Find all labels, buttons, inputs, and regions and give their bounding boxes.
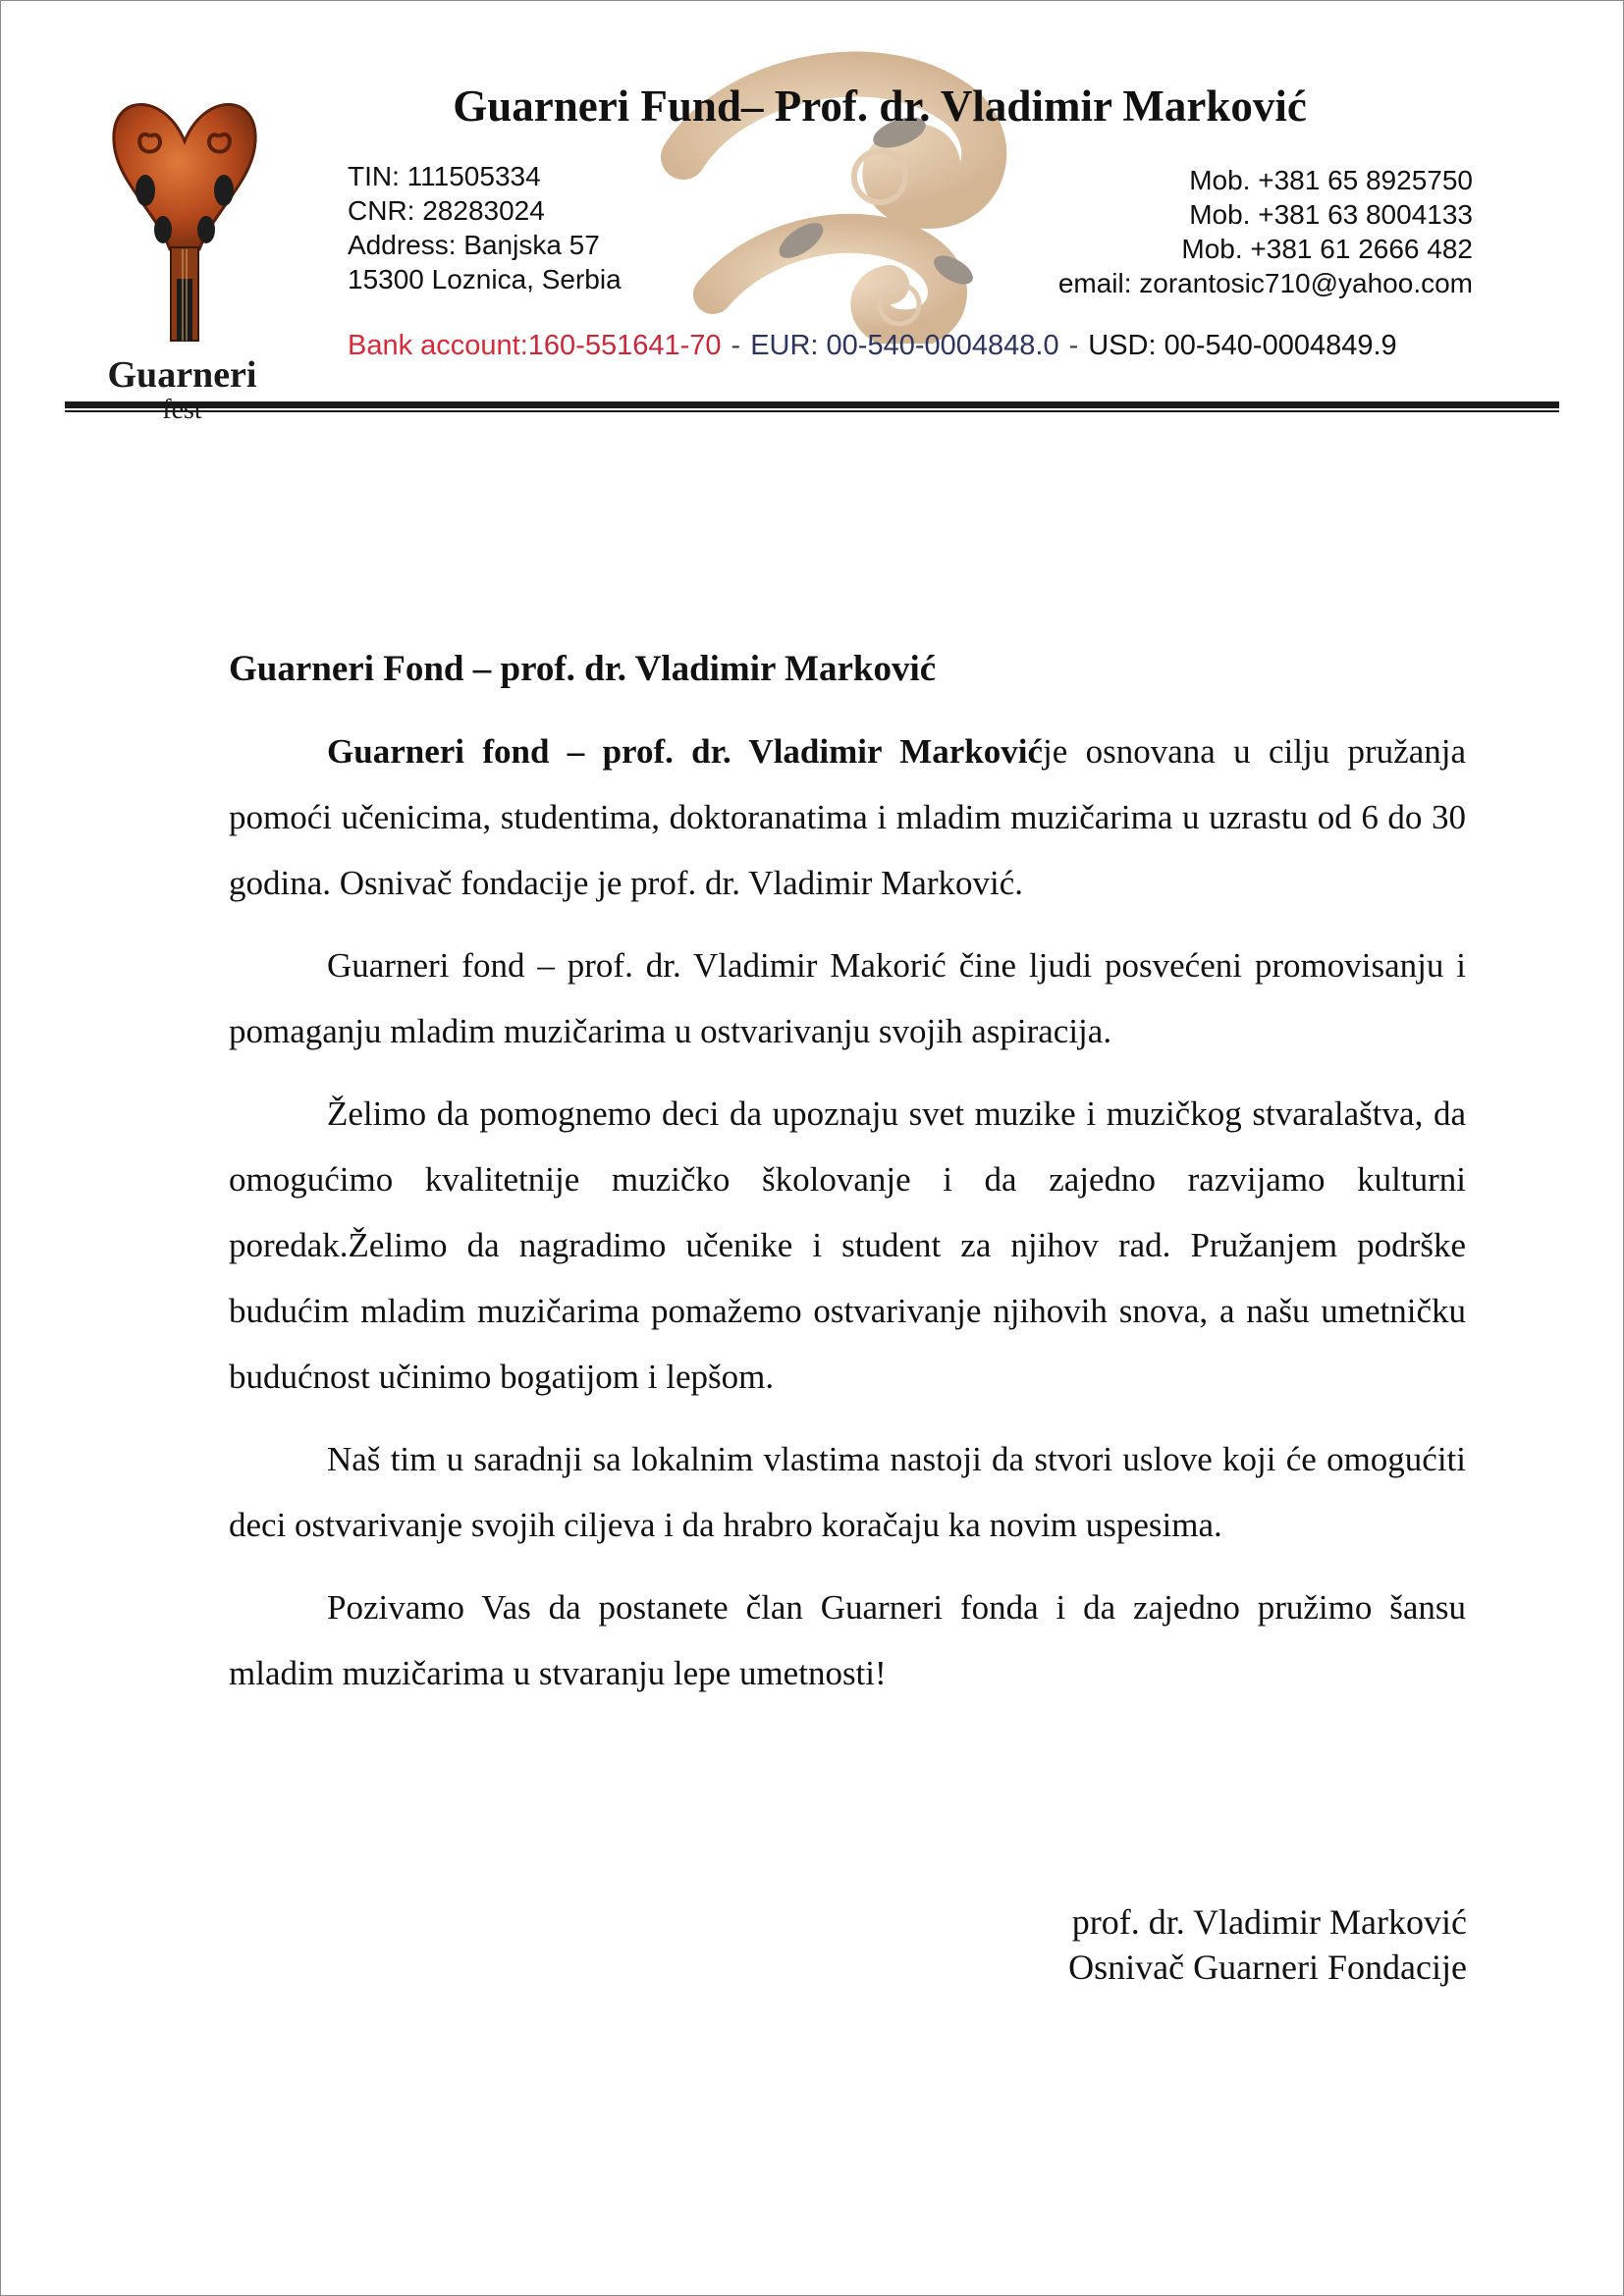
cnr-number: CNR: 28283024 bbox=[348, 195, 545, 226]
paragraph-2: Guarneri fond – prof. dr. Vladimir Makorić čine ljudi posvećeni promovisanju i pomaganju mladim muzičarima u ostvarivanju svojih aspiracija. bbox=[229, 946, 1466, 1050]
mobile-phone-2: Mob. +381 63 8004133 bbox=[1189, 199, 1473, 230]
guarneri-fest-logo bbox=[96, 82, 268, 426]
logo-wordmark: Guarneri bbox=[107, 354, 257, 396]
paragraph-3: Želimo da pomognemo deci da upoznaju svet muzike i muzičkog stvaralaštva, da omogućimo kvalitetnije muzičko školovanje i da zajedno razvijamo kulturni poredak.Želimo da nagradimo učenike i student za njihov rad. Pružanjem podrške budućim mladim muzičarima pomažemo ostvarivanje njihovih snova, a našu umetničku budućnost učinimo bogatijom i lepšom. bbox=[229, 1095, 1466, 1396]
email-address: email: zorantosic710@yahoo.com bbox=[1057, 268, 1473, 298]
tin-number: TIN: 111505334 bbox=[348, 161, 541, 191]
letter-body bbox=[229, 648, 1466, 1723]
letterhead bbox=[65, 39, 1557, 412]
contact-details bbox=[1058, 163, 1473, 300]
letterhead-divider-thick bbox=[65, 401, 1559, 408]
bank-separator: - bbox=[1068, 330, 1079, 361]
mobile-phone-3: Mob. +381 61 2666 482 bbox=[1181, 234, 1473, 264]
bank-account-label: Bank account: bbox=[348, 330, 528, 361]
letter-heading: Guarneri Fond – prof. dr. Vladimir Marković bbox=[229, 649, 937, 689]
city-address: 15300 Loznica, Serbia bbox=[348, 264, 622, 294]
bank-accounts bbox=[348, 330, 1473, 362]
bank-account-rsd: 160-551641-70 bbox=[527, 330, 722, 361]
organization-details bbox=[348, 159, 622, 296]
violin-heart-icon bbox=[106, 82, 263, 347]
paragraph-4: Naš tim u saradnji sa lokalnim vlastima nastoji da stvori uslove koji će omogućiti deci ostvarivanje svojih ciljeva i da hrabro koračaju ka novim uspesima. bbox=[229, 1440, 1466, 1544]
letterhead-divider-thin bbox=[65, 410, 1559, 412]
bank-account-eur: EUR: 00-540-0004848.0 bbox=[750, 330, 1059, 361]
street-address: Address: Banjska 57 bbox=[348, 230, 600, 260]
paragraph-1 bbox=[229, 719, 1466, 916]
signatory-role: Osnivač Guarneri Fondacije bbox=[1068, 1948, 1467, 1987]
letterhead-title: Guarneri Fund– Prof. dr. Vladimir Marković bbox=[453, 81, 1307, 131]
bank-separator: - bbox=[731, 330, 741, 361]
mobile-phone-1: Mob. +381 65 8925750 bbox=[1189, 165, 1473, 195]
paragraph-5: Pozivamo Vas da postanete član Guarneri fonda i da zajedno pružimo šansu mladim muzičarima u stvaranju lepe umetnosti! bbox=[229, 1588, 1466, 1692]
signatory-name: prof. dr. Vladimir Marković bbox=[1071, 1902, 1467, 1942]
paragraph-1-text: je osnovana u cilju pružanja pomoći učenicima, studentima, doktoranatima i mladim muzičarima u uzrastu od 6 do 30 godina. Osnivač fondacije je prof. dr. Vladimir Marković. bbox=[229, 732, 1467, 902]
paragraph-1-lead: Guarneri fond – prof. dr. Vladimir Marković bbox=[327, 732, 1044, 771]
signature-block bbox=[1068, 1899, 1467, 1990]
bank-account-usd: USD: 00-540-0004849.9 bbox=[1088, 330, 1397, 361]
